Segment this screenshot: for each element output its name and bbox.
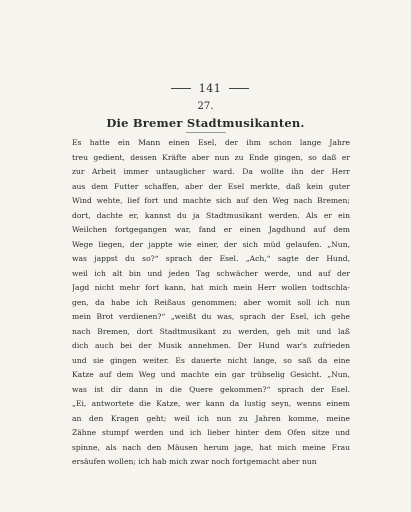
text-line: Es hatte ein Mann einen Esel, der ihm schon lange Jahre [72, 138, 350, 147]
text-line: aus dem Futter schaffen, aber der Esel merkte, daß kein guter [72, 181, 350, 191]
text-line: mein Brot verdienen?“ „weißt du was, sprach der Esel, ich gehe [72, 312, 350, 321]
text-line: Zähne stumpf werden und ich lieber hinter dem Ofen sitze und [72, 428, 350, 437]
text-line: zur Arbeit immer untauglicher ward. Da wollte ihn der Herr [72, 167, 350, 176]
text-line: weil ich alt bin und jeden Tag schwächer werde, und auf der [72, 268, 350, 278]
text-line: Weilchen fortgegangen war, fand er einen Jagdhund auf dem [72, 225, 350, 234]
header-dash-left [171, 88, 191, 89]
text-line: an den Kragen geht; weil ich nun zu Jahren komme, meine [72, 413, 350, 423]
page-header [150, 81, 270, 95]
text-line: dich auch bei der Musik annehmen. Der Hund war's zufrieden [72, 341, 350, 350]
header-dash-right [229, 88, 249, 89]
text-line: was jappst du so?“ sprach der Esel. „Ach,“ sagte der Hund, [72, 254, 350, 263]
page-number: 141 [198, 81, 222, 95]
text-line: Wege liegen, der jappte wie einer, der sich müd gelaufen. „Nun, [72, 239, 350, 249]
text-line: was ist dir dann in die Quere gekommen?“ sprach der Esel. [72, 384, 350, 394]
chapter-number: 27. [197, 101, 214, 112]
text-line: Jagd nicht mehr fort kann, hat mich mein Herr wollen todtschla- [72, 283, 350, 292]
text-line: Katze auf dem Weg und machte ein gar trübselig Gesicht. „Nun, [72, 370, 350, 379]
text-line: „Ei, antwortete die Katze, wer kann da lustig seyn, wenns einem [72, 399, 350, 408]
text-line: spinne, als nach den Mäusen herum jage, hat mich meine Frau [72, 442, 350, 452]
chapter-title: Die Bremer Stadtmusikanten. [106, 116, 305, 130]
text-line: Wind wehte, lief fort und machte sich auf den Weg nach Bremen; [72, 196, 350, 205]
text-line: dort, dachte er, kannst du ja Stadtmusikant werden. Als er ein [72, 210, 350, 220]
text-line: gen, da habe ich Reißaus genommen; aber womit soll ich nun [72, 297, 350, 307]
text-line: nach Bremen, dort Stadtmusikant zu werden, geh mit und laß [72, 326, 350, 336]
text-line: treu gedient, dessen Kräfte aber nun zu Ende gingen, so daß er [72, 152, 350, 162]
text-line: und sie gingen weiter. Es dauerte nicht lange, so saß da eine [72, 355, 350, 365]
text-line: ersäufen wollen; ich hab mich zwar noch fortgemacht aber nun [72, 457, 317, 466]
body-text [72, 136, 350, 470]
title-underline [186, 132, 226, 133]
